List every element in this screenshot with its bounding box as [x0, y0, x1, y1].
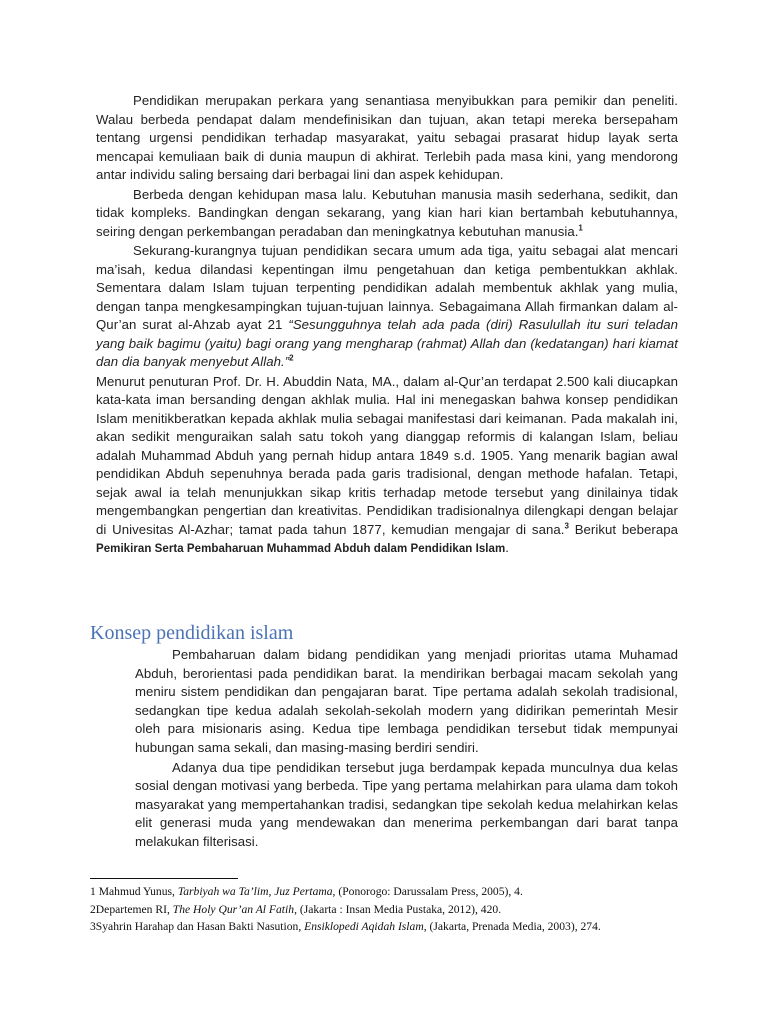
- paragraph-4-tail: Berikut beberapa: [568, 521, 678, 537]
- paragraph-4-bold-title: Pemikiran Serta Pembaharuan Muhammad Abduh dalam Pendidikan Islam: [96, 543, 506, 555]
- section-paragraph-1-text: Pembaharuan dalam bidang pendidikan yang menjadi prioritas utama Muhamad Abduh, berorientasi pada pendidikan barat. Ia mendirikan berbagai macam sekolah yang meniru sistem pendidikan dan pengajaran barat. Tipe pertama adalah sekolah tradisional, sedangkan tipe kedua adalah sekolah-sekolah modern yang didirikan pemerintah Mesir oleh para misionaris asing. Kedua tipe lembaga pendidikan tersebut tidak mempunyai hubungan sama sekali, dan masing-masing berdiri sendiri.: [135, 647, 678, 755]
- footnote-number: 1: [90, 885, 96, 898]
- footnote-author: Mahmud Yunus,: [95, 885, 178, 898]
- footnote-separator: [90, 878, 238, 879]
- footnote-author: Departemen RI,: [95, 902, 173, 916]
- footnote-publication: , (Ponorogo: Darussalam Press, 2005), 4.: [332, 885, 523, 898]
- footnote-ref-2: 2: [289, 353, 294, 363]
- paragraph-3: [96, 242, 678, 372]
- paragraph-4-end: .: [505, 540, 509, 555]
- footnote-title: The Holy Qur’an Al Fatih: [172, 902, 295, 916]
- paragraph-2: [96, 186, 678, 242]
- section-heading: Konsep pendidikan islam: [90, 622, 294, 644]
- footnote-title: Ensiklopedi Aqidah Islam: [304, 920, 424, 933]
- section-paragraph-2: [135, 759, 678, 852]
- footnote-publication: , (Jakarta : Insan Media Pustaka, 2012), 420.: [294, 902, 502, 916]
- footnote-ref-3: 3: [564, 521, 569, 531]
- footnote-number: 3: [90, 920, 96, 933]
- section-paragraph-1: [135, 646, 678, 758]
- paragraph-1-text: Pendidikan merupakan perkara yang senantiasa menyibukkan para pemikir dan peneliti. Walau berbeda pendapat dalam mendefinisikan dan tujuan, akan tetapi mereka bersepaham tentang urgensi pendidikan terhadap masyarakat, yaitu sebagai prasarat hidup layak serta mencapai kemuliaan baik di dunia maupun di akhirat. Terlebih pada masa kini, yang mendorong antar individu saling bersaing dari berbagai lini dan aspek kehidupan.: [96, 93, 678, 182]
- footnote-1: [90, 883, 690, 901]
- section-text: [135, 646, 678, 853]
- paragraph-4: [96, 373, 678, 559]
- paragraph-3-text: Sekurang-kurangnya tujuan pendidikan secara umum ada tiga, yaitu sebagai alat mencari ma’isah, kedua dilandasi kepentingan ilmu pengetahuan dan ketiga pembentukkan akhlak. Sementara dalam Islam tujuan terpenting pendidikan adalah membentuk akhlak yang mulia, dengan tanpa mengkesampingkan tujuan-tujuan lainnya. Sebagaimana Allah firmankan dalam al-Qur’an surat al-Ahzab ayat 21: [96, 243, 678, 332]
- paragraph-4-text: Menurut penuturan Prof. Dr. H. Abuddin Nata, MA., dalam al-Qur’an terdapat 2.500 kali diucapkan kata-kata iman bersanding dengan akhlak mulia. Hal ini menegaskan bahwa konsep pendidikan Islam menitikberatkan kepada akhlak mulia sebagai manifestasi dari keimanan. Pada makalah ini, akan sedikit menguraikan salah satu tokoh yang dianggap reformis di kalangan Islam, beliau adalah Muhammad Abduh yang pernah hidup antara 1849 s.d. 1905. Yang menarik bagian awal pendidikan Abduh sepenuhnya berada pada garis tradisional, dengan methode hafalan. Tetapi, sejak awal ia telah menunjukkan sikap kritis terhadap metode tersebut yang dinilainya tidak mengembangkan pengertian dan kreativitas. Pendidikan tradisionalnya dilengkapi dengan belajar di Univesitas Al-Azhar; tamat pada tahun 1877, kemudian mengajar di sana.: [96, 373, 678, 537]
- intro-text: [96, 92, 678, 560]
- footnote-2: [90, 901, 690, 919]
- footnote-author: Syahrin Harahap dan Hasan Bakti Nasution,: [95, 920, 305, 933]
- paragraph-1: [96, 92, 678, 185]
- paragraph-2-text: Berbeda dengan kehidupan masa lalu. Kebutuhan manusia masih sederhana, sedikit, dan tidak kompleks. Bandingkan dengan sekarang, yang kian hari kian bertambah kebutuhannya, seiring dengan perkembangan peradaban dan meningkatnya kebutuhan manusia.: [96, 186, 678, 239]
- section-paragraph-2-text: Adanya dua tipe pendidikan tersebut juga berdampak kepada munculnya dua kelas sosial dengan motivasi yang berbeda. Tipe yang pertama melahirkan para ulama dam tokoh masyarakat yang mempertahankan tradisi, sedangkan tipe sekolah kedua melahirkan kelas elit generasi muda yang mendewakan dan menerima perkembangan dari barat tanpa melakukan filterisasi.: [135, 759, 678, 849]
- footnotes: [90, 883, 690, 936]
- quran-quote: “Sesungguhnya telah ada pada (diri) Rasulullah itu suri teladan yang baik bagimu (yaitu) bagi orang yang mengharap (rahmat) Allah dan (kedatangan) hari kiamat dan dia banyak menyebut Allah.”: [96, 317, 679, 369]
- footnote-publication: , (Jakarta, Prenada Media, 2003), 274.: [423, 920, 601, 933]
- footnote-number: 2: [90, 902, 96, 916]
- footnote-title: Tarbiyah wa Ta’lim, Juz Pertama: [177, 885, 333, 898]
- footnote-ref-1: 1: [578, 223, 583, 233]
- footnote-3: [90, 918, 690, 936]
